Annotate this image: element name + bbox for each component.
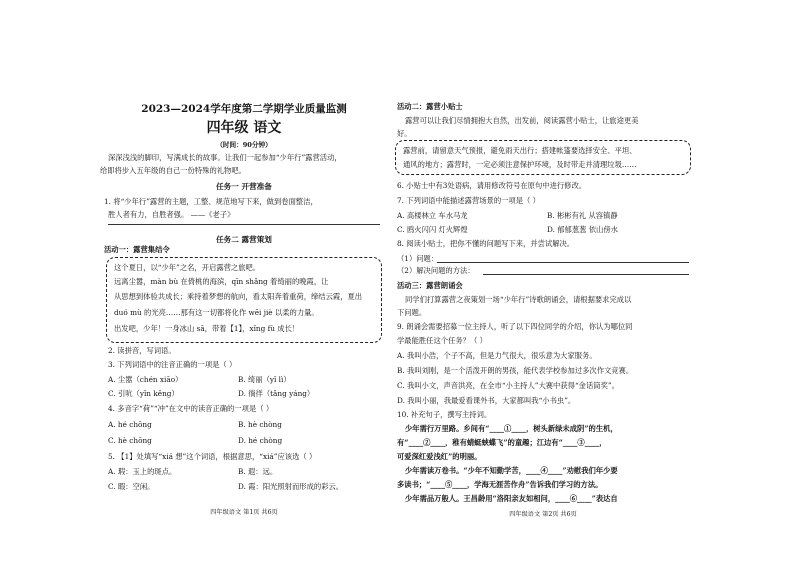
activity3-heading: 活动三：露营朗诵会: [397, 281, 463, 290]
q8-method-label: （2）解决问题的方法：: [397, 266, 475, 275]
q9-option-c[interactable]: C. 我叫小文，声音洪亮，在全市“小主持人”大赛中获得“金话筒奖”。: [397, 381, 619, 390]
exam-title: 2023—2024学年度第二学期学业质量监测: [141, 103, 347, 115]
q10: 10. 补充句子，撰写主持词。: [397, 410, 492, 419]
hosting-line-1[interactable]: 少年需行万里路。乡间有“____①____，树头新绿未成阴”的生机，: [405, 424, 618, 433]
notice-line-2: 远离尘嚣，màn bù 在倚桃的海滨，qīn shǎng 着绮丽的晚霞，让: [114, 277, 329, 286]
q4-option-d[interactable]: D. hé chòng: [238, 436, 283, 445]
page-2-footer: 四年级语文 第2页 共6页: [509, 511, 577, 518]
q4-option-c[interactable]: C. hè chōng: [108, 436, 152, 445]
notice-line-3: 从思想到体验共成长；乘持着梦想的航向，看太阳奔着重荷，缔结云霞，夏出: [114, 292, 363, 301]
intro-line-1: 深深浅浅的脚印，写满成长的故事。让我们一起参加“少年行”露营活动，: [108, 153, 342, 162]
q1-line-2: 胜人者有力，自胜者强。 ——《老子》: [108, 210, 235, 219]
tip-intro-line-1: 露营可以让我们尽情拥抱大自然，出发前，阅读露营小贴士，让旅途更美: [405, 116, 639, 125]
q7-option-b[interactable]: B. 彬彬有礼 从容镇静: [547, 211, 618, 220]
q5-option-c[interactable]: C. 暇：空闲。: [108, 482, 155, 491]
time-note: （时间：90分钟）: [216, 141, 272, 149]
q9-stem-line-2: 学最能胜任这个任务？（ ）: [397, 336, 487, 345]
tip-line-1: 露营前，请留意天气预报，避免雨天出行；搭建帐篷要选择安全、平坦、: [403, 146, 637, 155]
q9-stem-line-1: 9. 朗诵会需要招募一位主持人，听了以下四位同学的介绍，你认为哪位同: [397, 322, 633, 331]
q9-option-b[interactable]: B. 我叫刘刚，是一个活泼开朗的男孩，能代表学校参加过多次作文竞赛。: [397, 366, 634, 375]
hosting-line-3: 可爱深红爱浅红”的明丽。: [397, 452, 482, 461]
poetry-intro-line-1: 同学们打算露营之夜策划一场“少年行”诗歌朗诵会，请根据要求完成以: [405, 295, 632, 304]
q3-stem: 3. 下列词语中的注音正确的一项是（ ）: [108, 360, 237, 369]
q3-option-b[interactable]: B. 绮丽（yǐ lì）: [238, 375, 291, 384]
hosting-line-2[interactable]: 有“____②____，稚有蜻蜓蛱蝶飞”的童趣；江边有“____③____，: [397, 438, 607, 447]
page-1-footer: 四年级语文 第1页 共6页: [210, 509, 278, 516]
exam-page-2: [397, 0, 689, 562]
q4-option-a[interactable]: A. hé chōng: [108, 420, 152, 429]
hosting-line-6[interactable]: 少年需品万般人。王昌龄用“洛阳亲友如相问，____⑥____”表达自: [405, 494, 618, 503]
q6: 6. 小贴士中有3处语病，请用修改符号在原句中进行修改。: [397, 181, 587, 190]
q8-stem: 8. 阅读小贴士，把你不懂的问题写下来，并尝试解决。: [397, 239, 575, 248]
hosting-line-5[interactable]: 多读书；“____⑤____，学海无涯苦作舟”告诉我们学习的方法。: [397, 480, 603, 489]
q1-line-1: 1. 将“少年行”露营的主题，工整、规范地写下来，做到卷面整洁，: [104, 197, 318, 206]
q5-option-a[interactable]: A. 瑕：玉上的斑点。: [108, 467, 177, 476]
writing-line: [108, 224, 380, 225]
q7-option-a[interactable]: A. 高楼林立 车水马龙: [397, 211, 468, 220]
q9-option-d[interactable]: D. 我叫小丽，我最爱看课外书，大家都叫我“小书虫”。: [397, 396, 576, 405]
tip-intro-line-2: 好。: [397, 129, 412, 138]
q5-stem: 5. 【1】处填写“xiá 想”这个词语，根据意思，“xiá”应该选（ ）: [108, 452, 317, 461]
q7-option-d[interactable]: D. 郁郁葱葱 依山傍水: [547, 225, 618, 234]
poetry-intro-line-2: 下问题。: [397, 308, 427, 317]
q3-option-d[interactable]: D. 徜徉（tǎng yáng）: [238, 389, 315, 398]
q9-option-a[interactable]: A. 我叫小浩，个子不高，但是力气很大，很乐意为大家服务。: [397, 351, 597, 360]
activity2-heading: 活动二：露营小贴士: [397, 102, 463, 111]
q7-stem: 7. 下列词语中能描述露营场景的一项是（ ）: [397, 196, 540, 205]
exam-page-1: [100, 0, 380, 562]
tip-line-2: 通风的地方；露营时，一定必须注意保护环境，及时带走并清理垃圾……: [403, 160, 637, 169]
activity1-heading: 活动一：露营集结令: [104, 245, 170, 254]
notice-line-4: duó mù 的光亮……那有这一切都将化作 wēi jiè 以柔的力量。: [114, 308, 319, 317]
notice-line-1: 这个夏日，以“少年”之名，开启露营之旅吧。: [114, 263, 261, 272]
q3-option-a[interactable]: A. 尘嚣（chén xiāo）: [108, 375, 183, 384]
q8-question-label: （1）问题：: [397, 254, 439, 263]
q5-option-b[interactable]: B. 遐：远。: [238, 467, 278, 476]
task2-heading: 任务二 露营策划: [216, 235, 272, 244]
q7-option-c[interactable]: C. 鸥火闪闪 灯火辉煌: [397, 225, 468, 234]
q4-option-b[interactable]: B. hè chòng: [238, 420, 282, 429]
hosting-line-4[interactable]: 少年需读万卷书。“少年不知勤学苦，____④____”劝慰我们年少要: [405, 466, 618, 475]
notice-line-5: 出发吧，少年！一身冰山 sā，带着【1】，xǐng fù 成长！: [114, 324, 300, 333]
q5-option-d[interactable]: D. 霞：阳光照射而形成的彩云。: [238, 482, 344, 491]
q8-method-line[interactable]: [483, 274, 689, 275]
intro-line-2: 给即将步入五年级的自己一份特殊的礼物吧。: [100, 166, 246, 175]
grade-subject: 四年级 语文: [206, 120, 282, 136]
q8-question-line[interactable]: [437, 262, 689, 263]
q2: 2. 读拼音，写词语。: [108, 346, 176, 355]
task1-heading: 任务一 开营准备: [216, 182, 272, 191]
q4-stem: 4. 多音字“荷”“冲”在文中的读音正确的一项是（ ）: [108, 404, 274, 413]
q3-option-c[interactable]: C. 引吭（yǐn kěng）: [108, 389, 179, 398]
